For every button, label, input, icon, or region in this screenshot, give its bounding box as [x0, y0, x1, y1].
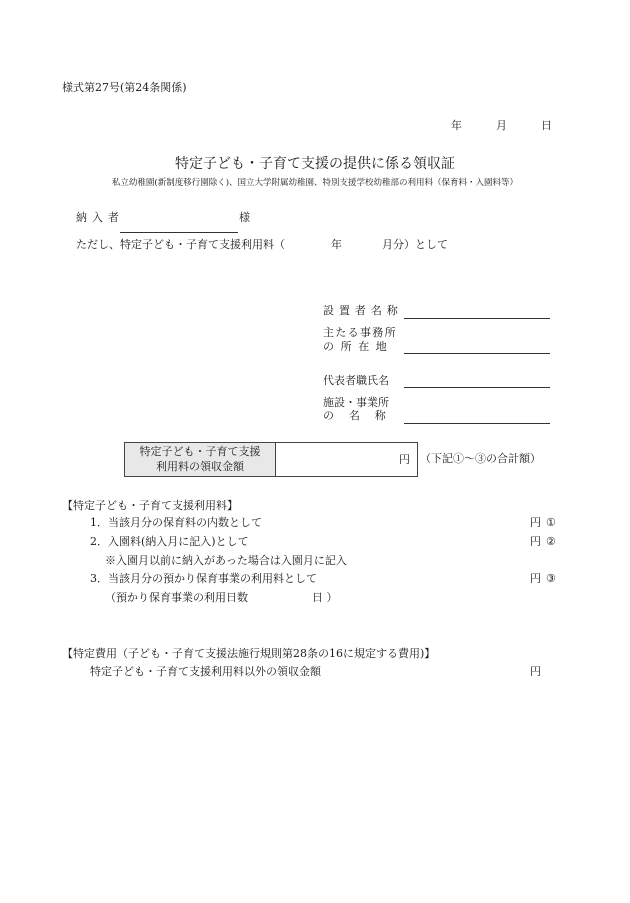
item1-unit: 円 [530, 516, 541, 529]
founder-name-line [404, 318, 550, 319]
office-label-line2: の所在地 [323, 340, 394, 353]
item2-text: 2．入園料(納入月に記入)として [90, 535, 249, 548]
receipt-amount-label-line1: 特定子ども・子育て支援 [139, 444, 261, 458]
days-prefix: （預かり保育事業の利用日数 [105, 591, 248, 604]
receipt-amount-box [124, 442, 418, 477]
entrance-note: ※入園月以前に納入があった場合は入園月に記入 [105, 554, 347, 567]
item3-mark: ③ [546, 572, 556, 585]
receipt-subtitle: 私立幼稚園(新制度移行園除く)、国立大学附属幼稚園、特別支援学校幼稚部の利用料（保育料・入園料等） [111, 178, 519, 188]
receipt-title: 特定子ども・子育て支援の提供に係る領収証 [175, 156, 455, 172]
section1-heading: 【特定子ども・子育て支援利用料】 [62, 499, 238, 512]
item2-mark: ② [546, 535, 556, 548]
date-day: 日 [541, 119, 552, 132]
office-label-line1: 主たる事務所 [323, 326, 397, 339]
receipt-amount-label-line2: 利用料の領収金額 [156, 459, 244, 473]
item3-unit: 円 [530, 572, 541, 585]
form-number: 様式第27号(第24条関係) [62, 81, 187, 94]
facility-label-line1: 施設・事業所 [323, 396, 389, 409]
office-address-line [404, 353, 550, 354]
item1-mark: ① [546, 516, 556, 529]
date-year: 年 [451, 119, 462, 132]
receipt-amount-unit: 円 [399, 453, 410, 466]
founder-name-label: 設置者名称 [323, 304, 403, 317]
proviso-year: 年 [331, 238, 342, 251]
days-suffix: 日 ） [312, 591, 338, 604]
section2-item: 特定子ども・子育て支援利用料以外の領収金額 [90, 665, 321, 678]
receipt-amount-note: （下記①〜③の合計額） [420, 452, 541, 465]
section2-unit: 円 [530, 665, 541, 678]
payer-label: 納入者 [76, 211, 124, 224]
facility-label-line2: の名称 [323, 409, 401, 422]
item1-text: 1．当該月分の保育料の内数として [90, 516, 262, 529]
representative-line [404, 387, 550, 388]
facility-name-line [404, 423, 550, 424]
item3-text: 3．当該月分の預かり保育事業の利用料として [90, 572, 317, 585]
payer-name-line [120, 232, 238, 233]
section2-heading: 【特定費用（子ども・子育て支援法施行規則第28条の16に規定する費用)】 [62, 647, 436, 660]
representative-label: 代表者職氏名 [323, 374, 389, 387]
proviso-prefix: ただし、特定子ども・子育て支援利用料（ [76, 238, 285, 251]
item2-unit: 円 [530, 535, 541, 548]
payer-honorific: 様 [239, 211, 250, 224]
proviso-month: 月分）として [382, 238, 448, 251]
date-month: 月 [496, 119, 507, 132]
receipt-amount-label [125, 443, 276, 476]
